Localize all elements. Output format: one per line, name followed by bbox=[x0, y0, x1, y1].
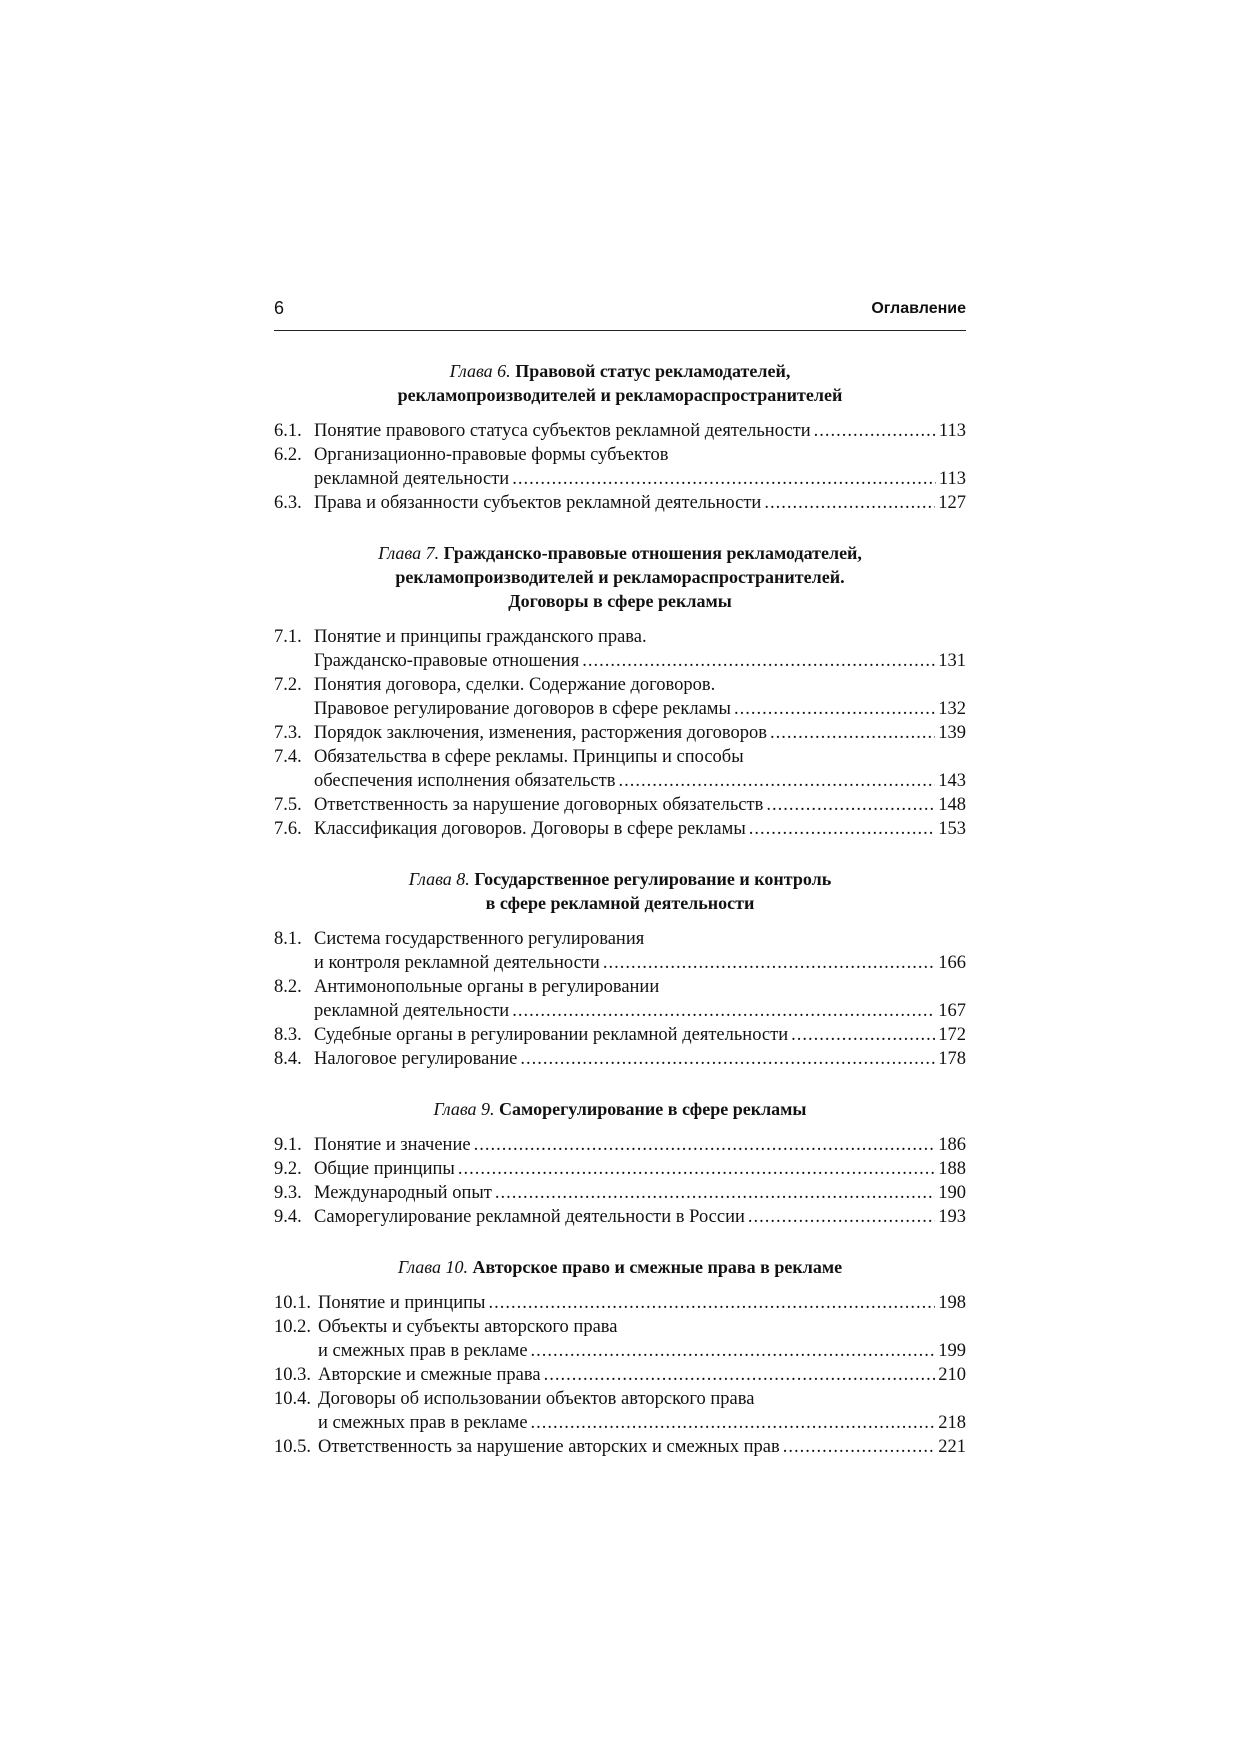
toc-page-number: 172 bbox=[938, 1025, 966, 1045]
toc-entry[interactable] bbox=[274, 491, 966, 515]
dot-leader bbox=[531, 1411, 936, 1435]
toc-entry[interactable] bbox=[274, 1023, 966, 1047]
toc-page-number: 131 bbox=[938, 651, 966, 671]
toc-entry-line bbox=[274, 1387, 966, 1411]
toc-entry[interactable] bbox=[274, 1435, 966, 1459]
toc-entry-text: Ответственность за нарушение договорных обязательств bbox=[314, 795, 764, 815]
toc-entry-line bbox=[274, 1339, 966, 1363]
toc-entry[interactable] bbox=[274, 1291, 966, 1315]
toc-page-number: 221 bbox=[938, 1437, 966, 1457]
chapter-section bbox=[274, 359, 966, 515]
toc-entry-number: 8.4. bbox=[274, 1049, 302, 1069]
toc-entry[interactable] bbox=[274, 927, 966, 975]
toc-entry[interactable] bbox=[274, 1387, 966, 1435]
toc-entry-text: Обязательства в сфере рекламы. Принципы и способы bbox=[314, 747, 744, 767]
page-header bbox=[274, 296, 966, 331]
toc-entry-line bbox=[274, 1315, 966, 1339]
toc-entry-text: Понятие и принципы bbox=[318, 1293, 486, 1313]
dot-leader bbox=[531, 1339, 936, 1363]
toc-entry-text: Понятие правового статуса субъектов рекламной деятельности bbox=[314, 421, 811, 441]
dot-leader bbox=[748, 1205, 935, 1229]
dot-leader bbox=[749, 817, 935, 841]
toc-entry-number: 6.2. bbox=[274, 445, 302, 465]
toc-entry-number: 10.4. bbox=[274, 1389, 311, 1409]
page-number: 6 bbox=[274, 298, 285, 318]
toc-page-number: 113 bbox=[938, 421, 966, 441]
toc-entry-line bbox=[274, 673, 966, 697]
toc-page-number: 186 bbox=[938, 1135, 966, 1155]
toc-entry-text: Классификация договоров. Договоры в сфере рекламы bbox=[314, 819, 746, 839]
dot-leader bbox=[618, 769, 935, 793]
toc-entry[interactable] bbox=[274, 793, 966, 817]
toc-entry-number: 9.1. bbox=[274, 1135, 302, 1155]
chapter-title bbox=[274, 1097, 966, 1121]
dot-leader bbox=[783, 1435, 936, 1459]
toc-entry-line bbox=[274, 1411, 966, 1435]
dot-leader bbox=[512, 999, 935, 1023]
toc-entry-line bbox=[274, 491, 966, 515]
toc-page-number: 143 bbox=[938, 771, 966, 791]
toc-entry-text: Права и обязанности субъектов рекламной деятельности bbox=[314, 493, 762, 513]
chapter-label: Глава 9. bbox=[433, 1099, 495, 1119]
toc-entry-number: 7.4. bbox=[274, 747, 302, 767]
dot-leader bbox=[764, 491, 935, 515]
toc-page-number: 167 bbox=[938, 1001, 966, 1021]
toc-page-number: 188 bbox=[938, 1159, 966, 1179]
toc-entry-text: Договоры об использовании объектов авторского права bbox=[318, 1389, 755, 1409]
chapter-title-line bbox=[274, 867, 966, 891]
toc-page-number: 199 bbox=[938, 1341, 966, 1361]
toc-entry-text: Общие принципы bbox=[314, 1159, 455, 1179]
toc-entry-text: Ответственность за нарушение авторских и смежных прав bbox=[318, 1437, 780, 1457]
toc-page-number: 153 bbox=[938, 819, 966, 839]
toc-entry-number: 9.2. bbox=[274, 1159, 302, 1179]
toc-entry-line bbox=[274, 1023, 966, 1047]
toc-entry-number: 7.6. bbox=[274, 819, 302, 839]
toc-entry-text: Налоговое регулирование bbox=[314, 1049, 518, 1069]
chapter-title-line bbox=[274, 383, 966, 407]
toc-entry-number: 8.1. bbox=[274, 929, 302, 949]
chapter-section bbox=[274, 1097, 966, 1229]
toc-entry-line bbox=[274, 649, 966, 673]
toc-entry-text: рекламной деятельности bbox=[314, 469, 510, 489]
toc-entry-line bbox=[274, 1181, 966, 1205]
toc-page-number: 198 bbox=[938, 1293, 966, 1313]
toc-entry[interactable] bbox=[274, 1133, 966, 1157]
toc-page-number: 210 bbox=[938, 1365, 966, 1385]
chapter-section bbox=[274, 867, 966, 1071]
toc-entry-line bbox=[274, 625, 966, 649]
toc-entry-line bbox=[274, 1133, 966, 1157]
toc-entry[interactable] bbox=[274, 745, 966, 793]
toc-entry-number: 7.1. bbox=[274, 627, 302, 647]
toc-entry-number: 9.4. bbox=[274, 1207, 302, 1227]
toc-entry-line bbox=[274, 467, 966, 491]
toc-entry-number: 10.2. bbox=[274, 1317, 311, 1337]
toc-entry[interactable] bbox=[274, 673, 966, 721]
toc-entry-text: Порядок заключения, изменения, расторжения договоров bbox=[314, 723, 767, 743]
toc-entry-number: 8.2. bbox=[274, 977, 302, 997]
dot-leader bbox=[582, 649, 935, 673]
toc-entry[interactable] bbox=[274, 1047, 966, 1071]
dot-leader bbox=[520, 1047, 935, 1071]
toc-entry-line bbox=[274, 1363, 966, 1387]
toc-page-number: 148 bbox=[938, 795, 966, 815]
chapter-section bbox=[274, 1255, 966, 1459]
chapter-label: Глава 7. bbox=[378, 543, 440, 563]
toc-entry-number: 10.1. bbox=[274, 1293, 311, 1313]
toc-entry-line bbox=[274, 1205, 966, 1229]
toc-entry-line bbox=[274, 999, 966, 1023]
toc-entry-line bbox=[274, 975, 966, 999]
toc-entry-text: и смежных прав в рекламе bbox=[318, 1341, 528, 1361]
toc-entry-text: Гражданско-правовые отношения bbox=[314, 651, 580, 671]
chapter-title-text: Договоры в сфере рекламы bbox=[508, 591, 732, 611]
table-of-contents bbox=[274, 359, 966, 1459]
dot-leader bbox=[603, 951, 935, 975]
chapter-title bbox=[274, 541, 966, 613]
toc-entry-line bbox=[274, 721, 966, 745]
toc-entry[interactable] bbox=[274, 625, 966, 673]
toc-page-number: 190 bbox=[938, 1183, 966, 1203]
toc-entry-line bbox=[274, 697, 966, 721]
chapter-title-text: рекламопроизводителей и рекламораспространителей. bbox=[395, 567, 845, 587]
chapter-title bbox=[274, 1255, 966, 1279]
toc-entry-line bbox=[274, 1157, 966, 1181]
toc-entry-text: Объекты и субъекты авторского права bbox=[318, 1317, 618, 1337]
toc-entry-number: 7.2. bbox=[274, 675, 302, 695]
toc-entry[interactable] bbox=[274, 443, 966, 491]
toc-page-number: 193 bbox=[938, 1207, 966, 1227]
chapter-label: Глава 10. bbox=[397, 1257, 468, 1277]
chapter-title-line bbox=[274, 359, 966, 383]
toc-entry-line bbox=[274, 793, 966, 817]
toc-entry-text: и контроля рекламной деятельности bbox=[314, 953, 600, 973]
toc-entry-line bbox=[274, 951, 966, 975]
dot-leader bbox=[512, 467, 936, 491]
toc-entry[interactable] bbox=[274, 1363, 966, 1387]
dot-leader bbox=[544, 1363, 936, 1387]
toc-entry-text: Правовое регулирование договоров в сфере рекламы bbox=[314, 699, 731, 719]
toc-entry-number: 10.5. bbox=[274, 1437, 311, 1457]
toc-page-number: 166 bbox=[938, 953, 966, 973]
chapter-title-text: рекламопроизводителей и рекламораспространителей bbox=[397, 385, 843, 405]
toc-entry-text: Понятие и значение bbox=[314, 1135, 471, 1155]
toc-entry-number: 7.3. bbox=[274, 723, 302, 743]
toc-entry[interactable] bbox=[274, 975, 966, 1023]
chapter-title-line bbox=[274, 541, 966, 565]
toc-entry[interactable] bbox=[274, 817, 966, 841]
chapter-title-line bbox=[274, 589, 966, 613]
toc-entry-line bbox=[274, 1435, 966, 1459]
toc-entry-line bbox=[274, 927, 966, 951]
toc-entry[interactable] bbox=[274, 1157, 966, 1181]
toc-page bbox=[274, 296, 966, 1459]
toc-entry-line bbox=[274, 769, 966, 793]
chapter-title bbox=[274, 359, 966, 407]
chapter-title-text: Гражданско-правовые отношения рекламодателей, bbox=[443, 543, 862, 563]
dot-leader bbox=[734, 697, 935, 721]
toc-entry-number: 9.3. bbox=[274, 1183, 302, 1203]
toc-entry-number: 10.3. bbox=[274, 1365, 311, 1385]
dot-leader bbox=[488, 1291, 935, 1315]
toc-entry-text: Понятия договора, сделки. Содержание договоров. bbox=[314, 675, 716, 695]
toc-entry-line bbox=[274, 1291, 966, 1315]
toc-entry-text: рекламной деятельности bbox=[314, 1001, 510, 1021]
toc-page-number: 139 bbox=[938, 723, 966, 743]
toc-entry[interactable] bbox=[274, 419, 966, 443]
toc-entry-line bbox=[274, 419, 966, 443]
running-title: Оглавление bbox=[871, 300, 966, 317]
toc-entry-text: Саморегулирование рекламной деятельности в России bbox=[314, 1207, 745, 1227]
chapter-title-text: Правовой статус рекламодателей, bbox=[515, 361, 791, 381]
toc-page-number: 127 bbox=[938, 493, 966, 513]
dot-leader bbox=[791, 1023, 935, 1047]
chapter-title-line bbox=[274, 1255, 966, 1279]
toc-entry-text: Международный опыт bbox=[314, 1183, 492, 1203]
toc-entry-text: обеспечения исполнения обязательств bbox=[314, 771, 616, 791]
toc-entry[interactable] bbox=[274, 1181, 966, 1205]
toc-entry-text: и смежных прав в рекламе bbox=[318, 1413, 528, 1433]
toc-page-number: 218 bbox=[938, 1413, 966, 1433]
toc-entry-number: 6.1. bbox=[274, 421, 302, 441]
chapter-title-line bbox=[274, 1097, 966, 1121]
toc-entry[interactable] bbox=[274, 1315, 966, 1363]
chapter-title-text: Государственное регулирование и контроль bbox=[474, 869, 832, 889]
toc-page-number: 113 bbox=[938, 469, 966, 489]
toc-entry-text: Судебные органы в регулировании рекламной деятельности bbox=[314, 1025, 789, 1045]
toc-entry[interactable] bbox=[274, 1205, 966, 1229]
dot-leader bbox=[766, 793, 935, 817]
dot-leader bbox=[814, 419, 936, 443]
toc-entry-number: 7.5. bbox=[274, 795, 302, 815]
chapter-title-line bbox=[274, 565, 966, 589]
dot-leader bbox=[770, 721, 935, 745]
toc-entry-number: 8.3. bbox=[274, 1025, 302, 1045]
toc-entry-text: Понятие и принципы гражданского права. bbox=[314, 627, 647, 647]
chapter-title bbox=[274, 867, 966, 915]
toc-entry[interactable] bbox=[274, 721, 966, 745]
toc-entry-line bbox=[274, 1047, 966, 1071]
toc-entry-text: Антимонопольные органы в регулировании bbox=[314, 977, 660, 997]
dot-leader bbox=[458, 1157, 935, 1181]
toc-entry-text: Авторские и смежные права bbox=[318, 1365, 541, 1385]
toc-entry-line bbox=[274, 817, 966, 841]
chapter-title-text: в сфере рекламной деятельности bbox=[485, 893, 755, 913]
chapter-section bbox=[274, 541, 966, 841]
toc-entry-number: 6.3. bbox=[274, 493, 302, 513]
toc-entry-text: Система государственного регулирования bbox=[314, 929, 645, 949]
dot-leader bbox=[474, 1133, 936, 1157]
chapter-label: Глава 8. bbox=[408, 869, 470, 889]
chapter-title-text: Авторское право и смежные права в рекламе bbox=[472, 1257, 843, 1277]
toc-entry-line bbox=[274, 443, 966, 467]
chapter-title-text: Саморегулирование в сфере рекламы bbox=[499, 1099, 807, 1119]
toc-entry-line bbox=[274, 745, 966, 769]
chapter-label: Глава 6. bbox=[449, 361, 511, 381]
toc-entry-text: Организационно-правовые формы субъектов bbox=[314, 445, 669, 465]
toc-page-number: 132 bbox=[938, 699, 966, 719]
dot-leader bbox=[495, 1181, 935, 1205]
toc-page-number: 178 bbox=[938, 1049, 966, 1069]
chapter-title-line bbox=[274, 891, 966, 915]
